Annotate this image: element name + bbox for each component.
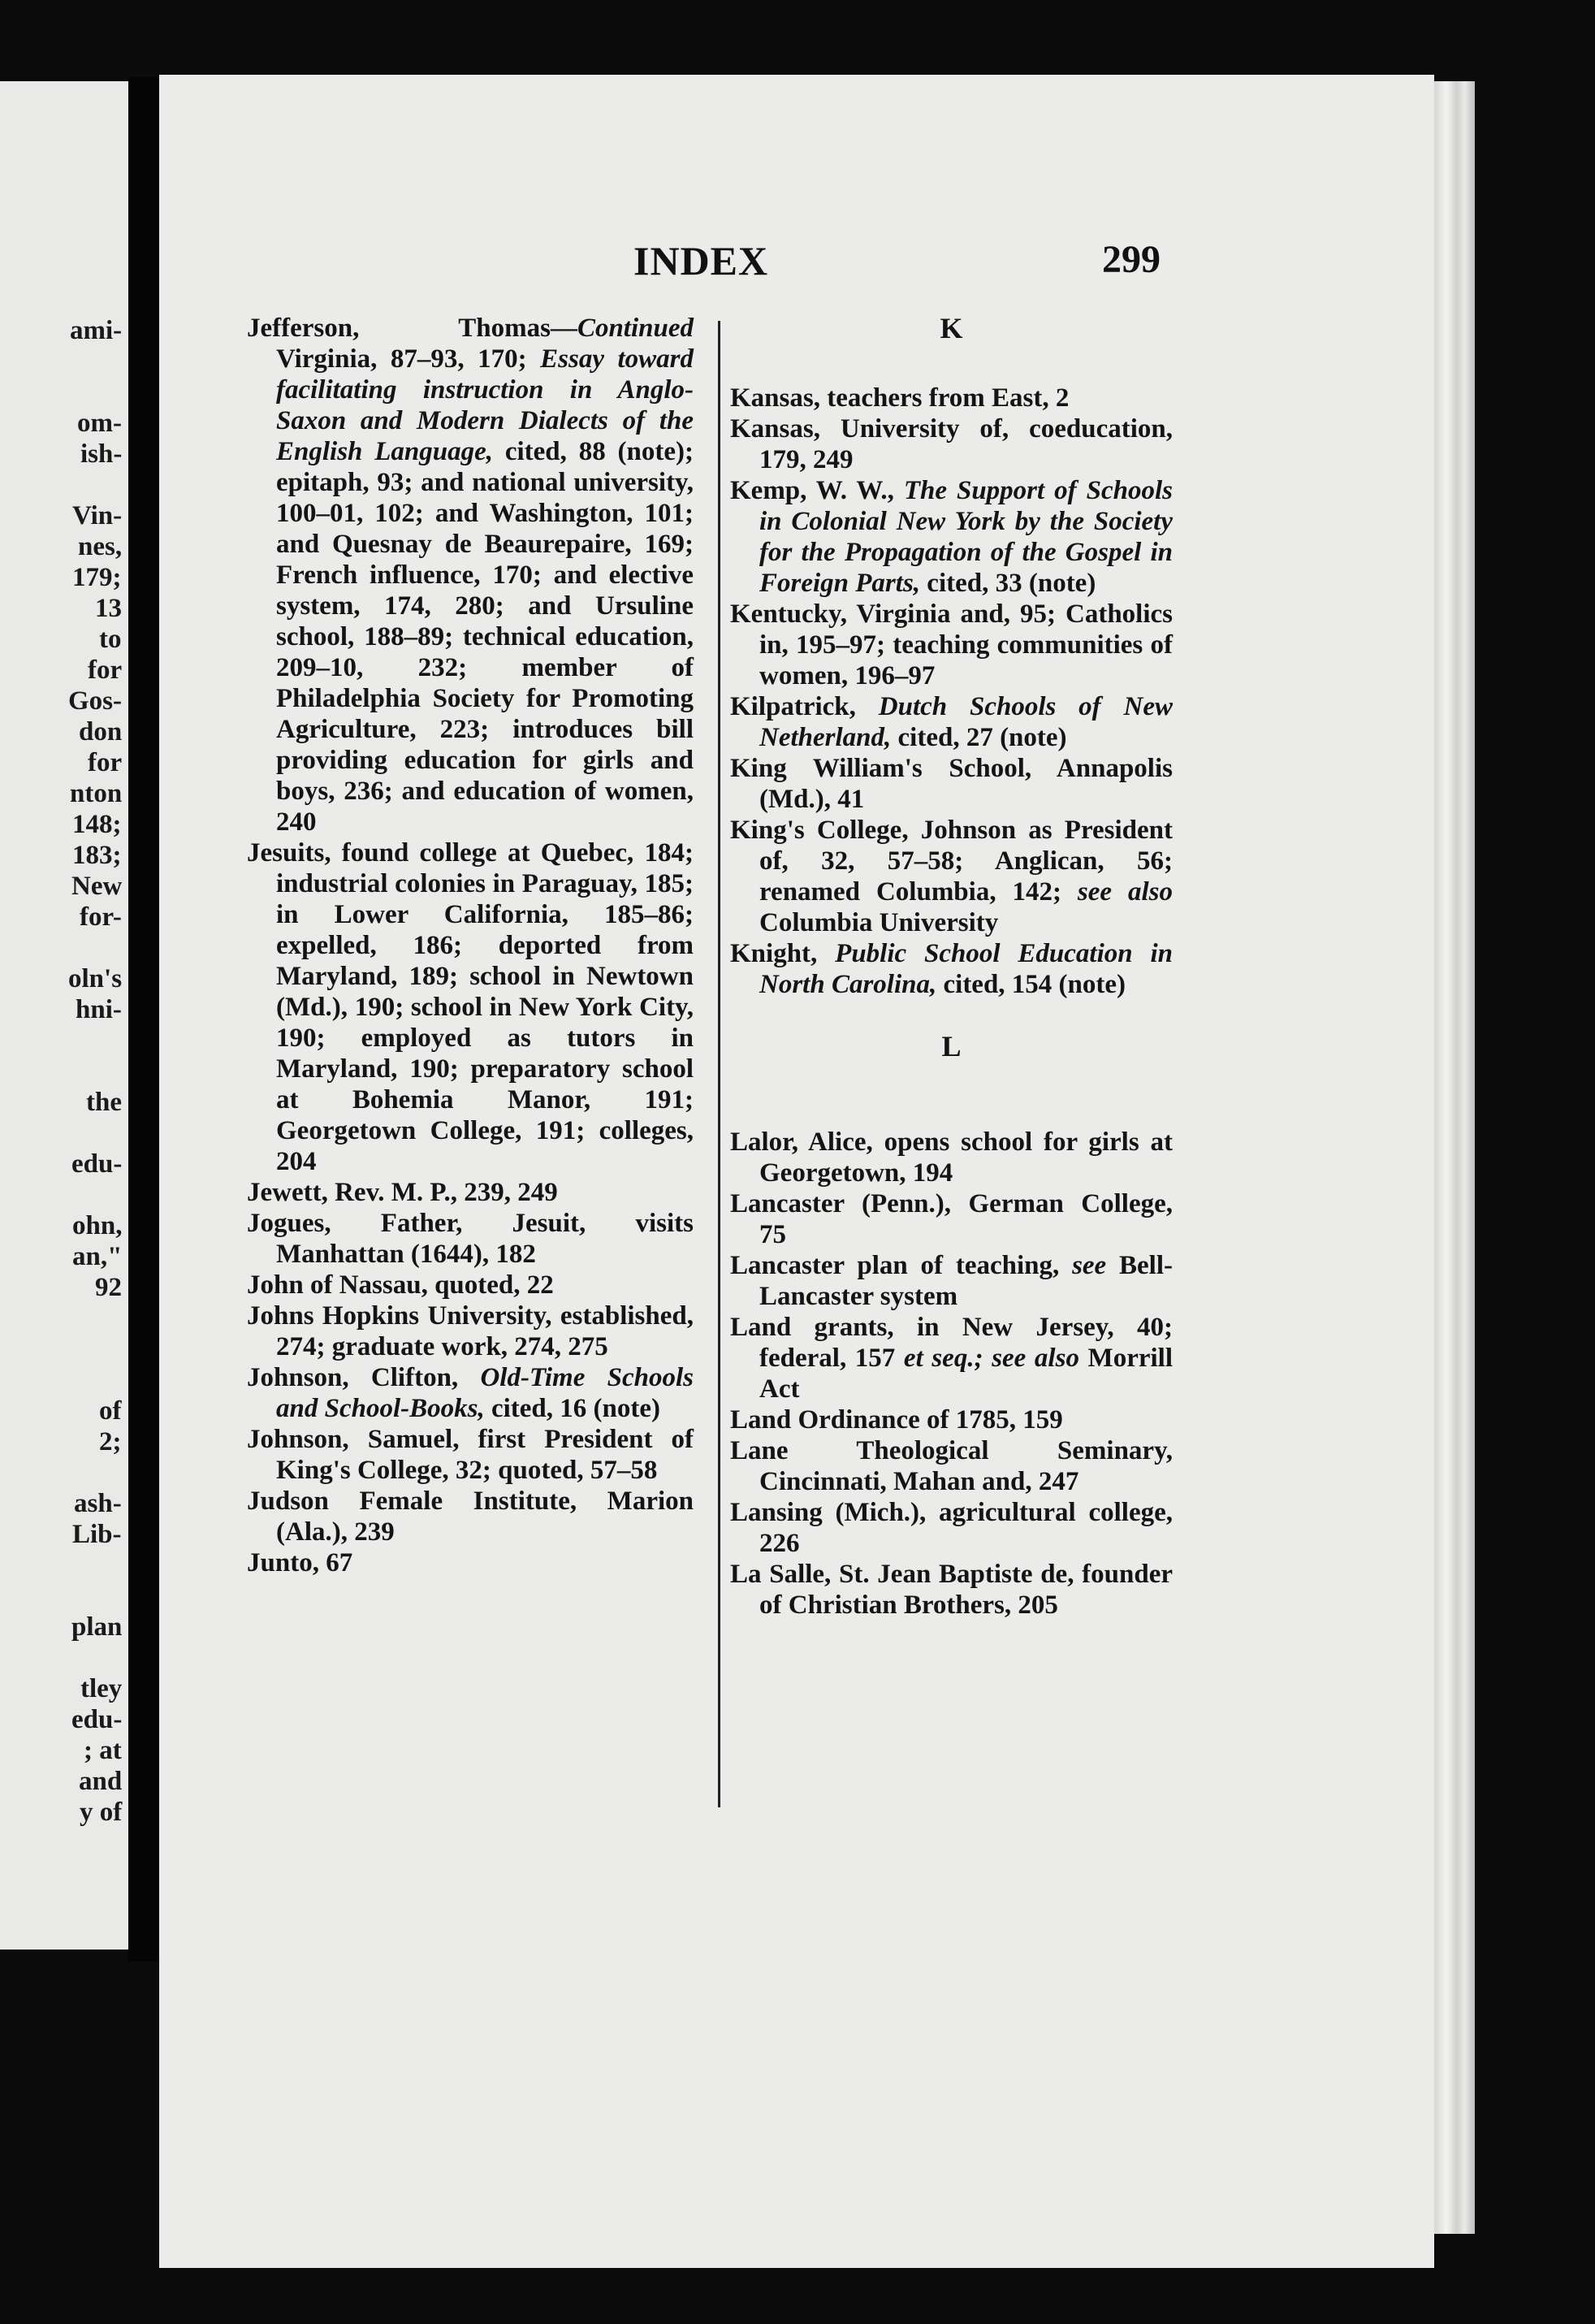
index-entry	[730, 1435, 1173, 1497]
index-entry	[247, 1486, 694, 1547]
entry-text: cited, 154 (note)	[936, 970, 1126, 999]
column-divider	[718, 321, 720, 1807]
entry-text: Columbia University	[759, 908, 999, 937]
previous-page-fragment: don	[79, 717, 123, 747]
entry-italic-text: Old-Time Schools and School-Books,	[276, 1363, 694, 1423]
index-column-right	[730, 313, 1173, 1621]
entry-text: Johnson, Clifton,	[247, 1363, 481, 1392]
entry-italic-text: see also	[1077, 877, 1173, 907]
entry-text: Jesuits, found college at Quebec, 184; industrial colonies in Paraguay, 185; in Lower California, 185–86; expelled, 186; deported from Maryland, 189; school in Newtown (Md.), 190; school in New York City, 190; employed as tutors in Maryland, 190; preparatory school at Bohemia Manor, 191; Georgetown College, 191; colleges, 204	[247, 838, 694, 1176]
section-letter-k: K	[940, 312, 963, 344]
l-entries	[730, 1127, 1173, 1621]
previous-page-fragment: and	[79, 1767, 123, 1796]
previous-page-fragment: edu-	[71, 1149, 123, 1179]
entry-text: Junto, 67	[247, 1548, 353, 1577]
entry-text: Jogues, Father, Jesuit, visits Manhattan (1644), 182	[247, 1209, 694, 1269]
entry-text: Bell-Lancaster system	[759, 1251, 1173, 1311]
previous-page-fragment: 13	[95, 594, 122, 623]
index-entry	[247, 1547, 694, 1578]
previous-page-fragment: ash-	[74, 1489, 122, 1518]
entry-text: Johns Hopkins University, established, 274; graduate work, 274, 275	[247, 1301, 694, 1361]
index-entry	[730, 1127, 1173, 1188]
entry-text: Virginia, 87–93, 170;	[276, 344, 541, 374]
previous-page-fragment: Gos-	[68, 686, 122, 716]
index-entry	[730, 599, 1173, 691]
index-entry	[730, 938, 1173, 1000]
previous-page-fragment: New	[71, 872, 123, 901]
entry-text: Lancaster (Penn.), German College, 75	[730, 1189, 1173, 1249]
entry-text: Lalor, Alice, opens school for girls at Georgetown, 194	[730, 1127, 1173, 1188]
entry-text: Kansas, teachers from East, 2	[730, 383, 1070, 413]
index-entry	[247, 1270, 694, 1300]
previous-page-fragment: ohn,	[72, 1211, 123, 1240]
entry-italic-text: Dutch Schools of New Netherland,	[759, 692, 1173, 752]
entry-text: Lane Theological Seminary, Cincinnati, Mahan and, 247	[730, 1436, 1173, 1496]
running-head: INDEX	[633, 238, 769, 283]
previous-page-fragment: y of	[80, 1798, 123, 1827]
previous-page-fragment: for	[88, 748, 123, 777]
index-entry	[730, 383, 1173, 413]
page-number: 299	[1102, 238, 1161, 281]
entry-italic-text: see also	[992, 1344, 1079, 1373]
previous-page-fragment: for	[88, 656, 123, 685]
index-entry	[730, 815, 1173, 938]
entry-text: Judson Female Institute, Marion (Ala.), 239	[247, 1487, 694, 1547]
index-entry	[247, 313, 694, 837]
entry-text: Knight,	[730, 939, 836, 968]
index-entry	[730, 691, 1173, 753]
previous-page-fragment: the	[86, 1088, 122, 1117]
previous-page-fragment: Lib-	[72, 1520, 122, 1549]
previous-page-fragment: nes,	[78, 532, 123, 561]
index-entry	[247, 1424, 694, 1486]
previous-page-fragment: nton	[70, 779, 123, 808]
entry-italic-text: see	[1072, 1251, 1107, 1280]
index-entry	[730, 475, 1173, 599]
previous-page-fragment: edu-	[71, 1705, 123, 1734]
previous-page-fragment: ; at	[84, 1736, 122, 1765]
entry-text: King's College, Johnson as President of, 32, 57–58; Anglican, 56; renamed Columbia, 142;	[730, 816, 1173, 907]
entry-text	[983, 1344, 992, 1373]
entry-text: Land grants, in New Jersey, 40; federal, 157	[730, 1313, 1173, 1373]
book-gutter	[128, 77, 159, 1962]
entry-text: Morrill Act	[759, 1344, 1174, 1404]
index-entry	[730, 1404, 1173, 1435]
entry-italic-text: Essay toward facilitating instruction in Anglo-Saxon and Modern Dialects of the English Language,	[276, 344, 694, 466]
previous-page-fragment: 179;	[72, 563, 122, 592]
previous-page-fragment: for-	[80, 902, 122, 932]
index-entry	[247, 837, 694, 1177]
index-entry	[730, 1559, 1173, 1621]
previous-page-fragment: oln's	[68, 964, 123, 993]
index-entry	[247, 1300, 694, 1362]
previous-page-fragment: ami-	[70, 316, 123, 345]
entry-text: John of Nassau, quoted, 22	[247, 1270, 554, 1300]
previous-page-fragment: om-	[77, 409, 122, 438]
previous-page-fragment: to	[99, 625, 122, 654]
entry-text: Jefferson, Thomas—	[247, 314, 577, 343]
entry-text: cited, 27 (note)	[891, 723, 1067, 752]
entry-text: cited, 33 (note)	[920, 569, 1096, 598]
entry-text: Kemp, W. W.,	[730, 476, 904, 505]
previous-page-fragment: plan	[71, 1612, 123, 1642]
previous-page-fragment: 2;	[99, 1427, 122, 1456]
index-entry	[730, 1312, 1173, 1404]
entry-italic-text: et seq.;	[903, 1344, 983, 1373]
previous-page-fragment: 148;	[72, 810, 122, 839]
entry-text: cited, 88 (note); epitaph, 93; and national university, 100–01, 102; and Washington, 101; and Quesnay de Beaurepaire, 169; French influence, 170; and elective system, 174, 280; and Ursuline school, 188–89; technical education, 209–10, 232; member of Philadelphia Society for Promoting Agriculture, 223; introduces bill providing education for girls and boys, 236; and education of women, 240	[276, 437, 694, 837]
previous-page-fragment: 92	[95, 1273, 122, 1302]
index-entry	[730, 413, 1173, 475]
entry-text: Lancaster plan of teaching,	[730, 1251, 1073, 1280]
index-entry	[247, 1208, 694, 1270]
previous-page-strip	[0, 81, 128, 1950]
previous-page-fragment: Vin-	[72, 501, 123, 530]
index-entry	[730, 1497, 1173, 1559]
entry-italic-text: The Support of Schools in Colonial New York by the Society for the Propagation of the Gospel in Foreign Parts,	[759, 476, 1173, 598]
previous-page-fragment: hni-	[76, 995, 122, 1024]
entry-text: Johnson, Samuel, first President of King's College, 32; quoted, 57–58	[247, 1425, 694, 1485]
index-entry	[730, 1250, 1173, 1312]
entry-text: Kansas, University of, coeducation, 179, 249	[730, 414, 1173, 474]
page-edge	[1434, 81, 1475, 2234]
previous-page-fragment: tley	[80, 1674, 123, 1703]
k-entries	[730, 383, 1173, 1000]
index-entry	[730, 1188, 1173, 1250]
previous-page-fragment: an,"	[72, 1242, 123, 1271]
entry-text: Kilpatrick,	[730, 692, 879, 721]
section-letter-l: L	[941, 1030, 962, 1062]
index-entry	[247, 1177, 694, 1208]
previous-page-fragment: of	[99, 1396, 122, 1426]
entry-italic-text: Continued	[577, 314, 694, 343]
index-column-left	[247, 313, 694, 1578]
entry-text: King William's School, Annapolis (Md.), 41	[730, 754, 1173, 814]
entry-text: Land Ordinance of 1785, 159	[730, 1405, 1063, 1435]
previous-page-fragment: 183;	[72, 841, 122, 870]
index-entry	[247, 1362, 694, 1424]
previous-page-fragment: ish-	[80, 439, 123, 469]
entry-text: cited, 16 (note)	[484, 1394, 660, 1423]
entry-text: Kentucky, Virginia and, 95; Catholics in, 195–97; teaching communities of women, 196–97	[730, 599, 1173, 690]
index-entry	[730, 753, 1173, 815]
entry-italic-text: Public School Education in North Carolina,	[759, 939, 1173, 999]
entry-text: Jewett, Rev. M. P., 239, 249	[247, 1178, 558, 1207]
entry-text: Lansing (Mich.), agricultural college, 226	[730, 1498, 1173, 1558]
entry-text: La Salle, St. Jean Baptiste de, founder of Christian Brothers, 205	[730, 1560, 1173, 1620]
